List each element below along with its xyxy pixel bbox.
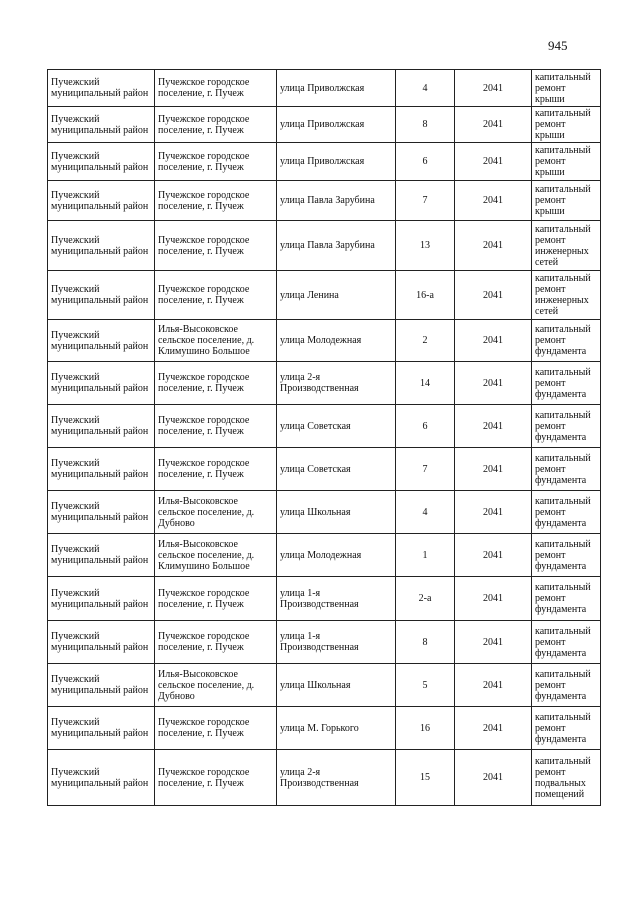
repair-type-cell: капитальный ремонт крыши [532,181,601,221]
year-cell: 2041 [455,750,532,806]
table-row [48,577,601,621]
table-row [48,750,601,806]
street-cell: улица Советская [277,448,396,491]
settlement-cell: Илья-Высоковское сельское поселение, д. Климушино Большое [155,534,277,577]
year-cell: 2041 [455,448,532,491]
street-cell: улица 1-я Производственная [277,621,396,664]
settlement-cell: Пучежское городское поселение, г. Пучеж [155,750,277,806]
street-cell: улица Приволжская [277,143,396,181]
table-row [48,534,601,577]
table-row [48,621,601,664]
repair-type-cell: капитальный ремонт инженерных сетей [532,271,601,320]
settlement-cell: Пучежское городское поселение, г. Пучеж [155,143,277,181]
settlement-cell: Пучежское городское поселение, г. Пучеж [155,577,277,621]
house-number-cell: 6 [396,143,455,181]
settlement-cell: Пучежское городское поселение, г. Пучеж [155,405,277,448]
district-cell: Пучежский муниципальный район [48,707,155,750]
year-cell: 2041 [455,577,532,621]
house-number-cell: 6 [396,405,455,448]
table-row [48,181,601,221]
table-body [48,70,601,806]
table-row [48,491,601,534]
repair-type-cell: капитальный ремонт фундамента [532,707,601,750]
table-row [48,448,601,491]
table-row [48,405,601,448]
district-cell: Пучежский муниципальный район [48,405,155,448]
house-number-cell: 13 [396,221,455,271]
house-number-cell: 8 [396,621,455,664]
street-cell: улица Советская [277,405,396,448]
table-row [48,70,601,107]
repair-type-cell: капитальный ремонт фундамента [532,448,601,491]
repair-type-cell: капитальный ремонт крыши [532,70,601,107]
settlement-cell: Пучежское городское поселение, г. Пучеж [155,107,277,143]
year-cell: 2041 [455,491,532,534]
repair-type-cell: капитальный ремонт крыши [532,107,601,143]
year-cell: 2041 [455,362,532,405]
street-cell: улица Павла Зарубина [277,221,396,271]
district-cell: Пучежский муниципальный район [48,320,155,362]
table-row [48,107,601,143]
street-cell: улица Школьная [277,491,396,534]
street-cell: улица Молодежная [277,320,396,362]
year-cell: 2041 [455,107,532,143]
district-cell: Пучежский муниципальный район [48,271,155,320]
year-cell: 2041 [455,181,532,221]
house-number-cell: 4 [396,70,455,107]
repair-type-cell: капитальный ремонт фундамента [532,664,601,707]
district-cell: Пучежский муниципальный район [48,70,155,107]
settlement-cell: Пучежское городское поселение, г. Пучеж [155,70,277,107]
district-cell: Пучежский муниципальный район [48,577,155,621]
settlement-cell: Пучежское городское поселение, г. Пучеж [155,448,277,491]
house-number-cell: 15 [396,750,455,806]
repair-type-cell: капитальный ремонт фундамента [532,577,601,621]
table-row [48,664,601,707]
district-cell: Пучежский муниципальный район [48,664,155,707]
house-number-cell: 14 [396,362,455,405]
street-cell: улица Приволжская [277,70,396,107]
house-number-cell: 7 [396,181,455,221]
repair-type-cell: капитальный ремонт фундамента [532,320,601,362]
district-cell: Пучежский муниципальный район [48,181,155,221]
district-cell: Пучежский муниципальный район [48,362,155,405]
street-cell: улица Приволжская [277,107,396,143]
settlement-cell: Пучежское городское поселение, г. Пучеж [155,707,277,750]
street-cell: улица 2-я Производственная [277,362,396,405]
table-row [48,320,601,362]
table-row [48,143,601,181]
settlement-cell: Илья-Высоковское сельское поселение, д. Дубново [155,664,277,707]
year-cell: 2041 [455,707,532,750]
year-cell: 2041 [455,621,532,664]
street-cell: улица Павла Зарубина [277,181,396,221]
repair-type-cell: капитальный ремонт фундамента [532,362,601,405]
street-cell: улица Школьная [277,664,396,707]
house-number-cell: 16-а [396,271,455,320]
settlement-cell: Илья-Высоковское сельское поселение, д. Дубново [155,491,277,534]
district-cell: Пучежский муниципальный район [48,448,155,491]
district-cell: Пучежский муниципальный район [48,143,155,181]
street-cell: улица 1-я Производственная [277,577,396,621]
housing-repair-table [47,69,601,806]
house-number-cell: 4 [396,491,455,534]
settlement-cell: Пучежское городское поселение, г. Пучеж [155,362,277,405]
repair-type-cell: капитальный ремонт инженерных сетей [532,221,601,271]
repair-type-cell: капитальный ремонт фундамента [532,491,601,534]
year-cell: 2041 [455,534,532,577]
year-cell: 2041 [455,320,532,362]
street-cell: улица М. Горького [277,707,396,750]
year-cell: 2041 [455,271,532,320]
year-cell: 2041 [455,70,532,107]
street-cell: улица Ленина [277,271,396,320]
house-number-cell: 2 [396,320,455,362]
house-number-cell: 1 [396,534,455,577]
table-row [48,221,601,271]
district-cell: Пучежский муниципальный район [48,491,155,534]
district-cell: Пучежский муниципальный район [48,750,155,806]
house-number-cell: 5 [396,664,455,707]
district-cell: Пучежский муниципальный район [48,107,155,143]
repair-type-cell: капитальный ремонт фундамента [532,405,601,448]
table-row [48,271,601,320]
year-cell: 2041 [455,664,532,707]
page-number: 945 [548,38,568,53]
repair-type-cell: капитальный ремонт фундамента [532,621,601,664]
repair-type-cell: капитальный ремонт фундамента [532,534,601,577]
table-row [48,707,601,750]
settlement-cell: Пучежское городское поселение, г. Пучеж [155,621,277,664]
district-cell: Пучежский муниципальный район [48,221,155,271]
year-cell: 2041 [455,143,532,181]
year-cell: 2041 [455,405,532,448]
district-cell: Пучежский муниципальный район [48,621,155,664]
house-number-cell: 16 [396,707,455,750]
house-number-cell: 2-а [396,577,455,621]
house-number-cell: 7 [396,448,455,491]
settlement-cell: Пучежское городское поселение, г. Пучеж [155,181,277,221]
year-cell: 2041 [455,221,532,271]
repair-type-cell: капитальный ремонт крыши [532,143,601,181]
district-cell: Пучежский муниципальный район [48,534,155,577]
settlement-cell: Пучежское городское поселение, г. Пучеж [155,221,277,271]
house-number-cell: 8 [396,107,455,143]
street-cell: улица Молодежная [277,534,396,577]
settlement-cell: Пучежское городское поселение, г. Пучеж [155,271,277,320]
repair-type-cell: капитальный ремонт подвальных помещений [532,750,601,806]
table-row [48,362,601,405]
settlement-cell: Илья-Высоковское сельское поселение, д. Климушино Большое [155,320,277,362]
street-cell: улица 2-я Производственная [277,750,396,806]
